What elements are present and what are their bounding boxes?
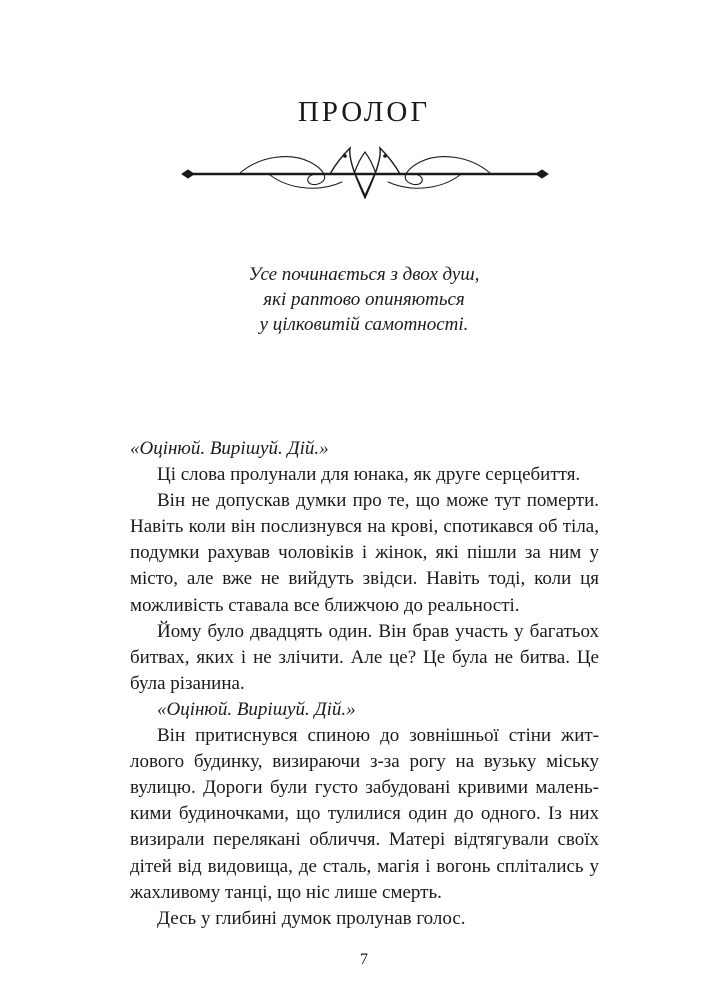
epigraph-line: Усе починається з двох душ, — [248, 264, 480, 285]
paragraph: Десь у глибині думок пролунав голос. — [157, 907, 466, 929]
paragraph: «Оцінюй. Вирішуй. Дій.» — [157, 698, 356, 720]
paragraph: Він притиснувся спиною до зовнішньої стіни житлового будинку, визираючи з-за рогу на вузьку міську вулицю. Дороги були густо забудовані кривими маленькими будиночками, що тулилися один до одного. Із них визирали переляканi обличчя. Матері відтягували своїх дітей від видовища, де сталь, магія і вогонь сплітались у жахливому танці, що ніс лише смерть. — [130, 725, 599, 903]
ornament-divider-icon — [180, 146, 550, 202]
paragraph: Він не допускав думки про те, що може тут померти. Навіть коли він послизнувся на крові, спотикався об тіла, подумки рахував чоловіків і жінок, які пішли за ним у місто, але вже не вийдуть звідси. Навіть тоді, коли ця можливість ставала все ближчою до реальності. — [130, 490, 599, 616]
epigraph-line: у цілковитій самотності. — [259, 314, 469, 335]
epigraph-line: які раптово опиняються — [263, 289, 465, 310]
body-text — [130, 436, 599, 932]
page-number: 7 — [360, 951, 368, 968]
epigraph — [0, 262, 728, 337]
chapter-title: ПРОЛОГ — [297, 96, 431, 128]
paragraph: Йому було двадцять один. Він брав участь у багатьох битвах, яких і не злічити. Але це? Це була не битва. Це була різанина. — [130, 620, 599, 694]
paragraph: «Оцінюй. Вирішуй. Дій.» — [130, 438, 329, 459]
paragraph: Ці слова пролунали для юнака, як друге серцебиття. — [157, 464, 581, 486]
